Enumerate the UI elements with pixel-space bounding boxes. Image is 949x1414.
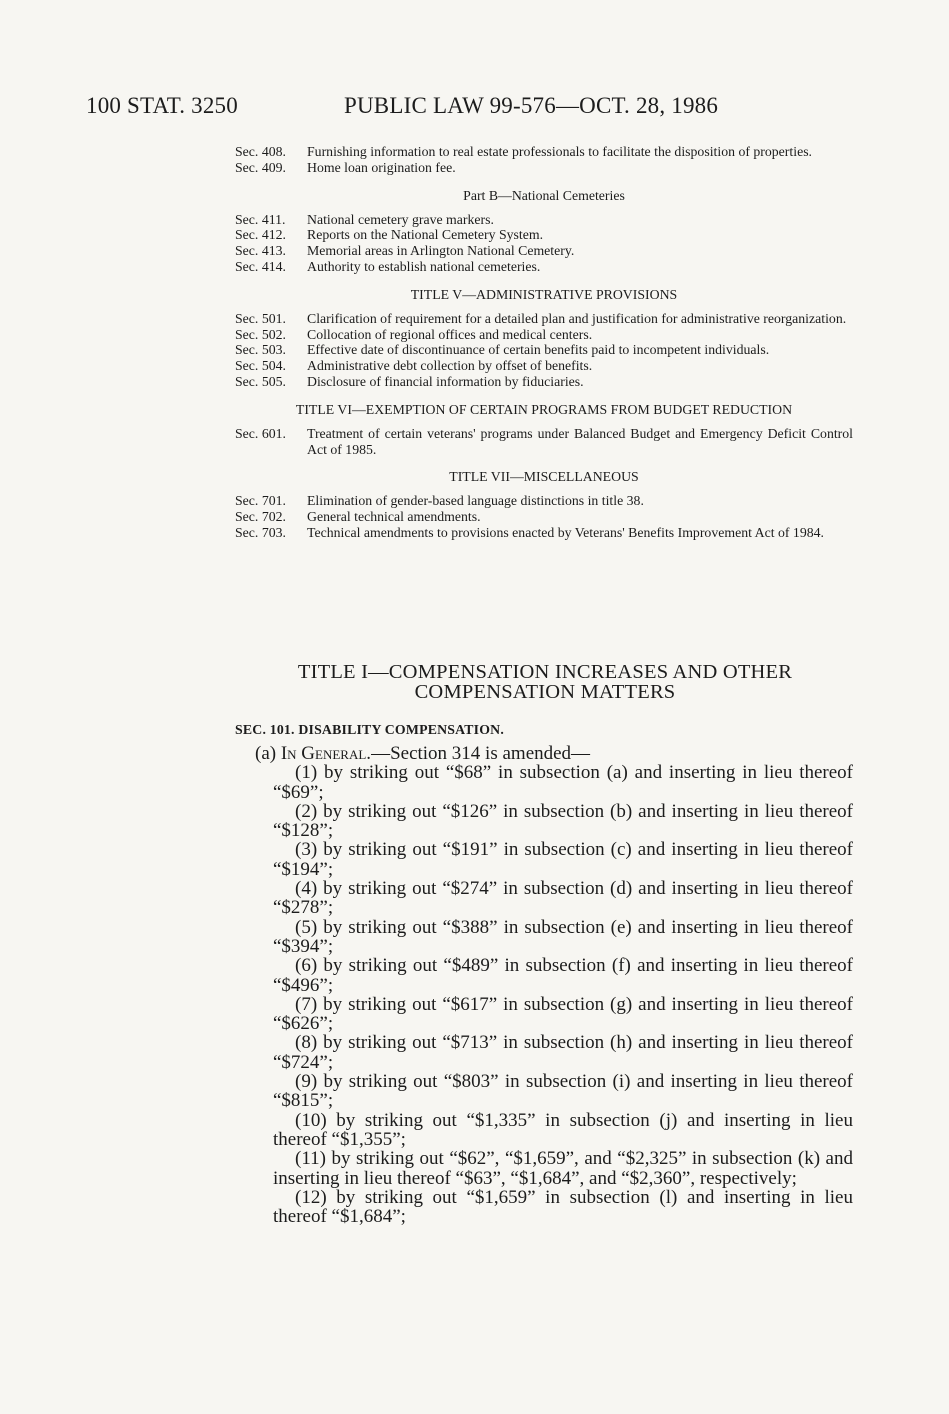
toc-entry: [235, 243, 853, 259]
toc-entry: [235, 259, 853, 275]
toc-entry: [235, 311, 853, 327]
toc-section-title: Memorial areas in Arlington National Cemetery.: [307, 243, 575, 259]
subsection-a-label: (a): [255, 743, 281, 764]
toc-entry: [235, 160, 853, 176]
toc-group-title-vi: [235, 426, 853, 458]
toc-section-number: Sec. 504.: [235, 358, 286, 374]
toc-section-title: Elimination of gender-based language distinctions in title 38.: [307, 493, 644, 509]
toc-section-title: General technical amendments.: [307, 509, 481, 525]
toc-section-number: Sec. 413.: [235, 243, 286, 259]
table-of-contents: [235, 144, 853, 541]
toc-section-number: Sec. 414.: [235, 258, 286, 274]
toc-entry: [235, 358, 853, 374]
toc-heading-title-vii: TITLE VII—MISCELLANEOUS: [449, 469, 639, 485]
toc-heading-part-b: Part B—National Cemeteries: [463, 187, 625, 203]
toc-section-title: Collocation of regional offices and medical centers.: [307, 326, 593, 342]
toc-entry: [235, 525, 853, 541]
toc-section-title: Technical amendments to provisions enacted by Veterans' Benefits Improvement Act of 1984.: [307, 524, 824, 540]
section-101-heading: SEC. 101. DISABILITY COMPENSATION.: [235, 722, 504, 737]
public-law-title: PUBLIC LAW 99-576—OCT. 28, 1986: [344, 93, 719, 118]
amendment-paragraph: (9) by striking out “$803” in subsection (i) and inserting in lieu thereof “$815”;: [273, 1071, 853, 1112]
toc-entry: [235, 509, 853, 525]
section-101-body: [255, 743, 853, 1228]
toc-section-title: Effective date of discontinuance of certain benefits paid to incompetent individuals.: [307, 342, 770, 358]
toc-section-number: Sec. 501.: [235, 310, 286, 326]
toc-section-number: Sec. 409.: [235, 159, 286, 175]
toc-section-number: Sec. 505.: [235, 373, 286, 389]
amendment-paragraph: (11) by striking out “$62”, “$1,659”, and “$2,325” in subsection (k) and inserting in lieu thereof “$63”, “$1,684”, and “$2,360”, respectively;: [273, 1148, 853, 1189]
toc-section-number: Sec. 503.: [235, 342, 286, 358]
amendment-paragraph: (5) by striking out “$388” in subsection (e) and inserting in lieu thereof “$394”;: [273, 916, 853, 957]
toc-group-title-vii: [235, 493, 853, 540]
toc-section-title: Administrative debt collection by offset of benefits.: [307, 358, 593, 374]
toc-section-title: Clarification of requirement for a detailed plan and justification for administrative reorganization.: [307, 310, 847, 326]
amendment-paragraph: (7) by striking out “$617” in subsection (g) and inserting in lieu thereof “$626”;: [273, 993, 853, 1035]
toc-section-number: Sec. 411.: [235, 211, 286, 227]
toc-section-title: Disclosure of financial information by fiduciaries.: [307, 373, 584, 389]
toc-section-title: Authority to establish national cemeteries.: [307, 258, 541, 274]
toc-section-title: Treatment of certain veterans' programs under Balanced Budget and Emergency Deficit Control Act of 1985.: [307, 425, 853, 457]
toc-section-number: Sec. 702.: [235, 509, 286, 525]
toc-group-part-b: [235, 212, 853, 275]
toc-entry: [235, 493, 853, 509]
toc-entry: [235, 374, 853, 390]
toc-group-title-v: [235, 311, 853, 390]
toc-section-number: Sec. 502.: [235, 326, 286, 342]
amendment-paragraph: (8) by striking out “$713” in subsection (h) and inserting in lieu thereof “$724”;: [273, 1032, 853, 1073]
toc-section-title: National cemetery grave markers.: [307, 211, 494, 227]
toc-group-part-a: [235, 144, 853, 176]
title-i-heading: TITLE I—COMPENSATION INCREASES AND OTHER COMPENSATION MATTERS: [297, 661, 793, 703]
toc-heading-title-v: TITLE V—ADMINISTRATIVE PROVISIONS: [410, 286, 678, 302]
toc-entry: [235, 426, 853, 458]
toc-section-number: Sec. 703.: [235, 524, 286, 540]
amendment-paragraph: (2) by striking out “$126” in subsection (b) and inserting in lieu thereof “$128”;: [273, 800, 853, 842]
toc-entry: [235, 342, 853, 358]
toc-section-number: Sec. 701.: [235, 493, 286, 509]
toc-section-number: Sec. 412.: [235, 227, 286, 243]
toc-entry: [235, 327, 853, 343]
subsection-a: [255, 743, 853, 764]
amendment-paragraph: (4) by striking out “$274” in subsection (d) and inserting in lieu thereof “$278”;: [273, 878, 853, 919]
amendment-paragraph: (10) by striking out “$1,335” in subsection (j) and inserting in lieu thereof “$1,355”;: [273, 1109, 853, 1150]
page-header: [86, 93, 866, 127]
statute-citation: 100 STAT. 3250: [86, 93, 238, 118]
amendment-paragraph: (6) by striking out “$489” in subsection (f) and inserting in lieu thereof “$496”;: [273, 955, 853, 996]
toc-entry: [235, 212, 853, 228]
amendment-paragraph: (3) by striking out “$191” in subsection (c) and inserting in lieu thereof “$194”;: [273, 839, 853, 880]
toc-section-title: Reports on the National Cemetery System.: [307, 227, 544, 243]
amendment-paragraph: (12) by striking out “$1,659” in subsection (l) and inserting in lieu thereof “$1,684”;: [273, 1186, 853, 1228]
subsection-a-caption: In General.: [280, 743, 372, 764]
toc-section-number: Sec. 601.: [235, 425, 286, 441]
toc-section-title: Home loan origination fee.: [307, 159, 456, 175]
toc-section-title: Furnishing information to real estate professionals to facilitate the disposition of properties.: [307, 144, 813, 159]
amendment-paragraphs: [273, 763, 853, 1226]
toc-heading-title-vi: TITLE VI—EXEMPTION OF CERTAIN PROGRAMS FROM BUDGET REDUCTION: [295, 401, 793, 417]
subsection-a-text: —Section 314 is amended—: [371, 743, 591, 764]
toc-entry: [235, 227, 853, 243]
toc-section-number: Sec. 408.: [235, 144, 286, 159]
toc-entry: [235, 144, 853, 160]
amendment-paragraph: (1) by striking out “$68” in subsection (a) and inserting in lieu thereof “$69”;: [273, 762, 853, 803]
